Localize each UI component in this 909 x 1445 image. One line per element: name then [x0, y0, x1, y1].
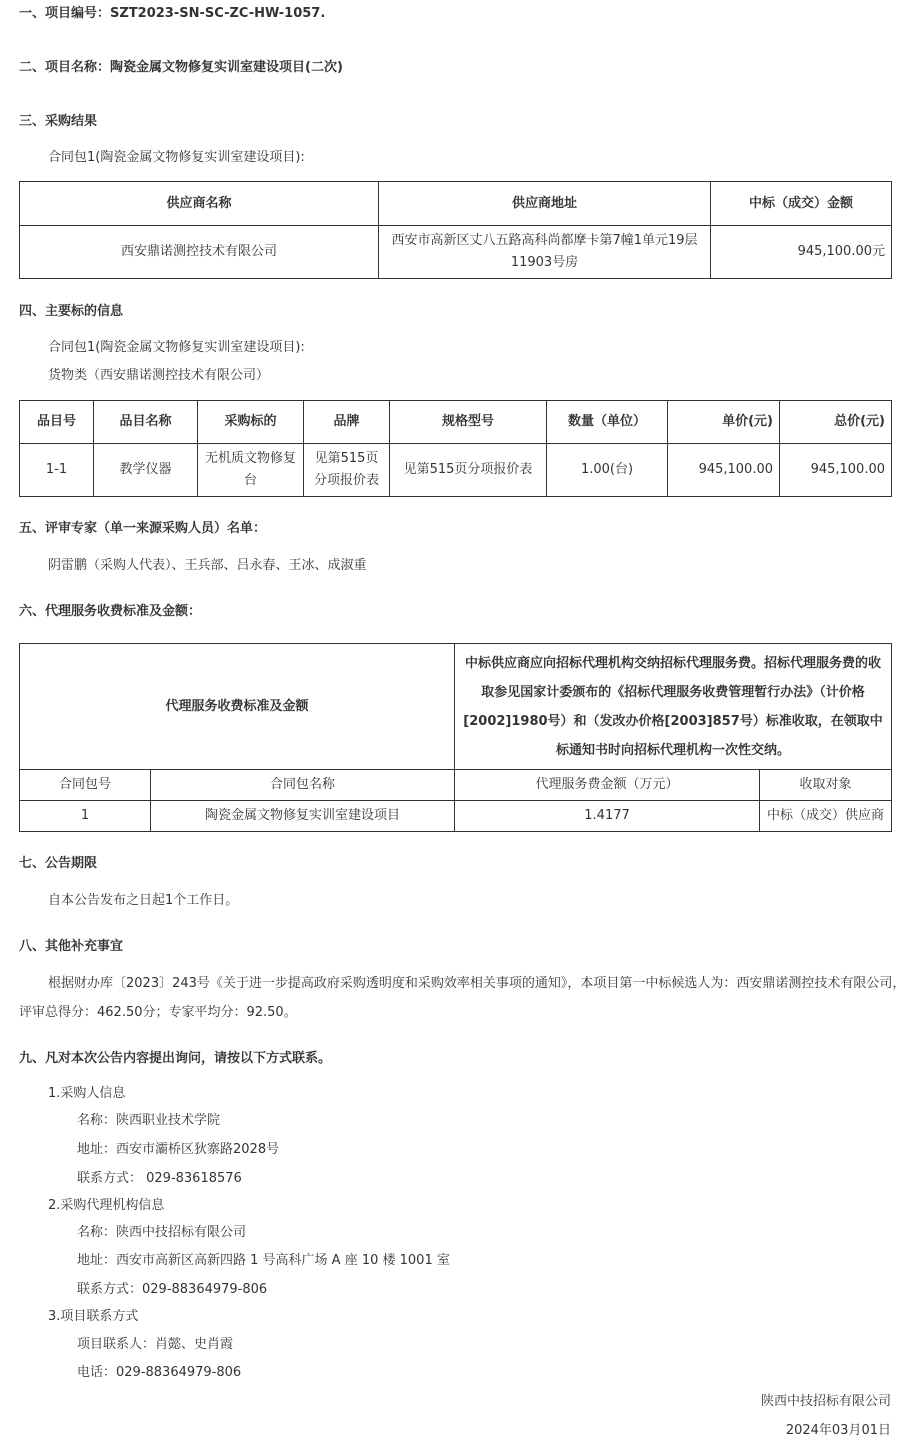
footer-date: 2024年03月01日 [785, 1423, 891, 1438]
table-row [20, 444, 892, 497]
agency-phone: 联系方式：029-88364979-806 [77, 1282, 268, 1297]
supplement-text-line1: 根据财办库〔2023〕243号《关于进一步提高政府采购透明度和采购效率相关事项的通知》，本项目第一中标候选人为：西安鼎诺测控技术有限公司， [48, 976, 906, 991]
purchaser-info-title: 1.采购人信息 [48, 1086, 126, 1101]
supplement-heading: 八、其他补充事宜 [19, 939, 124, 954]
header-total-price: 总价(元) [780, 401, 892, 444]
supplier-amount: 945,100.00元 [711, 226, 892, 279]
item-no: 1-1 [20, 444, 94, 497]
main-info-heading: 四、主要标的信息 [19, 304, 124, 319]
fee-standard-row [20, 644, 892, 770]
fee-standard-description: 中标供应商应向招标代理机构交纳招标代理服务费。招标代理服务费的收取参见国家计委颁布的《招标代理服务收费管理暂行办法》（计价格[2002]1980号）和（发改办价格[2003]857号）标准收取，在领取中标通知书时向招标代理机构一次性交纳。 [455, 644, 892, 770]
table-header-row [20, 401, 892, 444]
project-name-heading: 二、项目名称：陶瓷金属文物修复实训室建设项目(二次) [19, 60, 343, 75]
fee-payer: 中标（成交）供应商 [760, 801, 892, 832]
header-unit-price: 单价(元) [668, 401, 780, 444]
result-heading: 三、采购结果 [19, 114, 98, 129]
items-table [19, 400, 892, 497]
project-contact-phone: 电话：029-88364979-806 [77, 1365, 242, 1380]
fee-amount: 1.4177 [455, 801, 760, 832]
package-name: 陶瓷金属文物修复实训室建设项目 [151, 801, 455, 832]
agency-address: 地址：西安市高新区高新四路 1 号高科广场 A 座 10 楼 1001 室 [77, 1253, 450, 1268]
notice-period-text: 自本公告发布之日起1个工作日。 [48, 893, 239, 908]
header-target: 采购标的 [198, 401, 304, 444]
project-number-heading: 一、项目编号：SZT2023-SN-SC-ZC-HW-1057. [19, 6, 326, 21]
footer-organization: 陕西中技招标有限公司 [760, 1394, 891, 1409]
package-no: 1 [20, 801, 151, 832]
item-quantity: 1.00(台) [547, 444, 668, 497]
agency-info-title: 2.采购代理机构信息 [48, 1198, 165, 1213]
table-row [20, 226, 892, 279]
header-supplier-name: 供应商名称 [20, 182, 379, 226]
table-row [20, 801, 892, 832]
experts-heading: 五、评审专家（单一来源采购人员）名单： [19, 521, 267, 536]
agency-fee-table [19, 643, 892, 832]
supplier-address: 西安市高新区丈八五路高科尚都摩卡第7幢1单元19层11903号房 [379, 226, 711, 279]
purchaser-address: 地址：西安市灞桥区狄寨路2028号 [77, 1142, 280, 1157]
result-table [19, 181, 892, 279]
result-package: 合同包1(陶瓷金属文物修复实训室建设项目): [48, 150, 305, 165]
notice-period-heading: 七、公告期限 [19, 856, 98, 871]
item-target: 无机质文物修复台 [198, 444, 304, 497]
table-header-row [20, 770, 892, 801]
contact-heading: 九、凡对本次公告内容提出询问，请按以下方式联系。 [19, 1051, 332, 1066]
item-unit-price: 945,100.00 [668, 444, 780, 497]
agency-name: 名称：陕西中技招标有限公司 [77, 1225, 247, 1240]
project-contact-title: 3.项目联系方式 [48, 1309, 139, 1324]
table-header-row [20, 182, 892, 226]
header-fee-amount: 代理服务费金额（万元） [455, 770, 760, 801]
header-item-name: 品目名称 [94, 401, 198, 444]
main-info-category: 货物类（西安鼎诺测控技术有限公司） [48, 368, 270, 383]
header-package-no: 合同包号 [20, 770, 151, 801]
header-package-name: 合同包名称 [151, 770, 455, 801]
item-spec: 见第515页分项报价表 [390, 444, 547, 497]
fee-standard-label: 代理服务收费标准及金额 [20, 644, 455, 770]
header-spec: 规格型号 [390, 401, 547, 444]
project-contact-person: 项目联系人：肖懿、史肖霞 [77, 1337, 234, 1352]
header-brand: 品牌 [304, 401, 390, 444]
purchaser-name: 名称：陕西职业技术学院 [77, 1113, 221, 1128]
item-brand: 见第515页分项报价表 [304, 444, 390, 497]
main-info-package: 合同包1(陶瓷金属文物修复实训室建设项目): [48, 340, 305, 355]
header-item-no: 品目号 [20, 401, 94, 444]
agency-fee-heading: 六、代理服务收费标准及金额： [19, 604, 202, 619]
header-fee-payer: 收取对象 [760, 770, 892, 801]
header-supplier-address: 供应商地址 [379, 182, 711, 226]
header-amount: 中标（成交）金额 [711, 182, 892, 226]
supplement-text-line2: 评审总得分：462.50分；专家平均分：92.50。 [19, 1005, 297, 1020]
supplier-name: 西安鼎诺测控技术有限公司 [20, 226, 379, 279]
purchaser-phone: 联系方式： 029-83618576 [77, 1171, 242, 1186]
item-total-price: 945,100.00 [780, 444, 892, 497]
header-quantity: 数量（单位） [547, 401, 668, 444]
item-name: 教学仪器 [94, 444, 198, 497]
experts-list: 阴雷鹏（采购人代表）、王兵部、吕永春、王冰、成淑重 [48, 558, 367, 573]
